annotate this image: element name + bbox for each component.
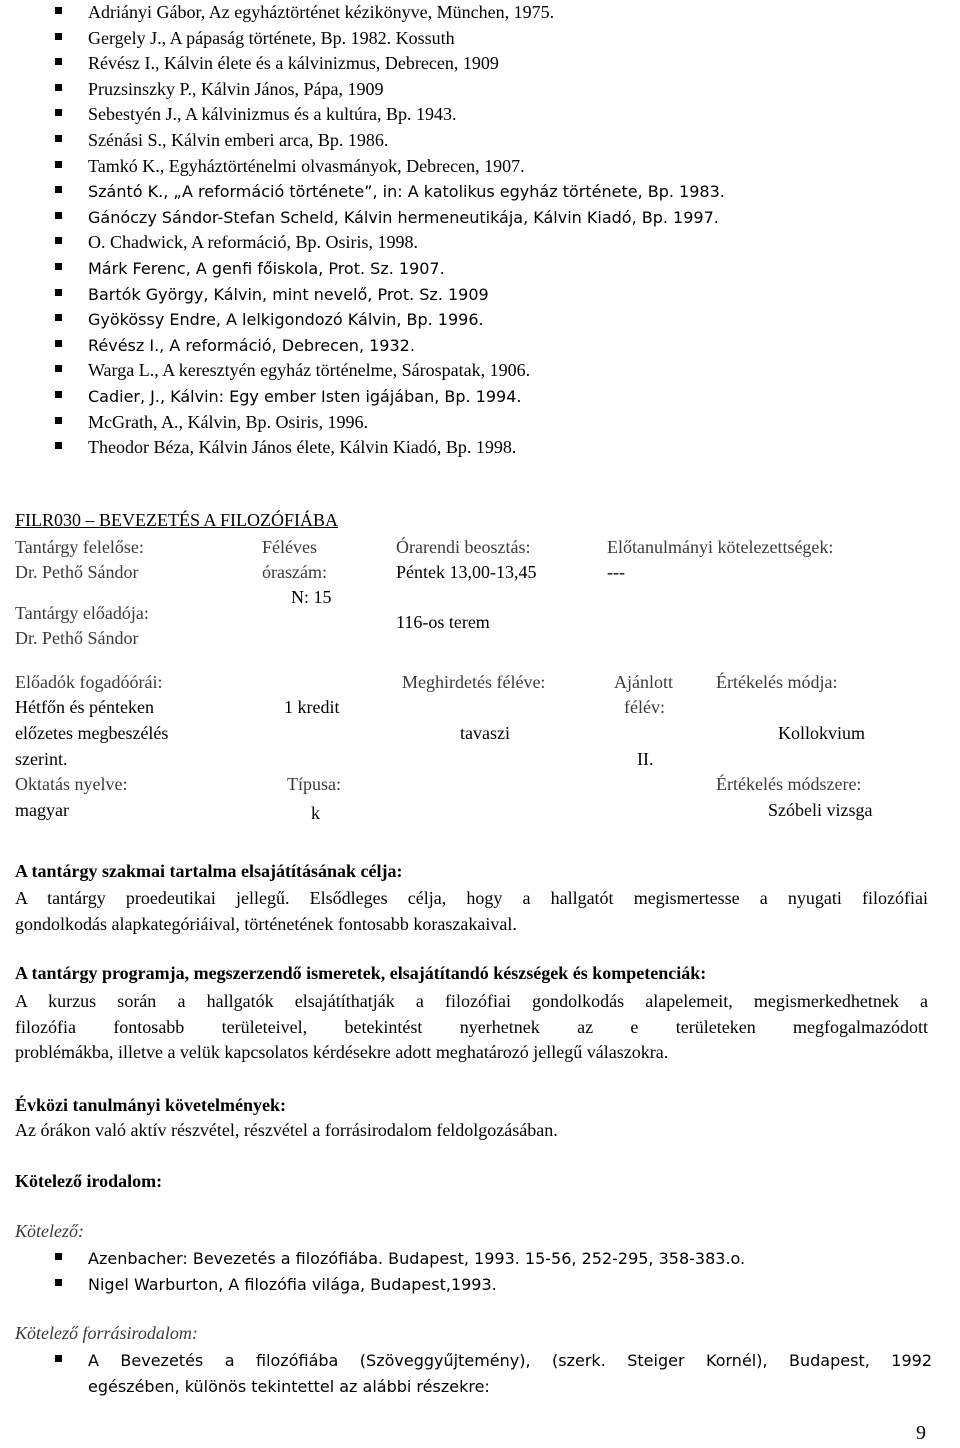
terem-value: 116-os terem	[396, 612, 490, 632]
fogado-label: Előadók fogadóórái:	[15, 672, 163, 692]
cel-line: gondolkodás alapkategóriáival, történetének fontosabb koraszakaival.	[15, 913, 517, 934]
program-heading: A tantárgy programja, megszerzendő ismeretek, elsajátítandó készségek és kompetenciák:	[15, 963, 707, 983]
reference-item: Sebestyén J., A kálvinizmus és a kultúra, Bp. 1943.	[52, 102, 932, 128]
eloado-label: Tantárgy előadója:	[15, 603, 149, 623]
course-title: FILR030 – BEVEZETÉS A FILOZÓFIÁBA	[15, 510, 339, 530]
program-paragraph	[15, 989, 928, 1066]
reference-item: Tamkó K., Egyháztörténelmi olvasmányok, Debrecen, 1907.	[52, 154, 932, 180]
elotanulmany-label: Előtanulmányi kötelezettségek:	[607, 537, 834, 557]
forras-line: egészében, különös tekintettel az alábbi részekre:	[88, 1376, 490, 1396]
reference-item: Gergely J., A pápaság története, Bp. 1982. Kossuth	[52, 26, 932, 52]
forras-list	[52, 1348, 932, 1399]
nyelv-value: magyar	[15, 800, 69, 820]
kotelezo-label: Kötelező:	[15, 1221, 84, 1241]
reference-item: Márk Ferenc, A genfi főiskola, Prot. Sz. 1907.	[52, 256, 932, 282]
meghirdetes-label: Meghirdetés féléve:	[402, 672, 546, 692]
ajanlott-value: II.	[637, 749, 654, 769]
program-line: A kurzus során a hallgatók elsajátíthatják a filozófiai gondolkodás alapelemeit, megismerkedhetnek a	[15, 991, 928, 1011]
kotelezo-item: Nigel Warburton, A filozófia világa, Budapest,1993.	[52, 1272, 932, 1298]
program-line: filozófia fontosabb területeivel, betekintést nyerhetnek az e területeken megfogalmazódott	[15, 1016, 928, 1037]
reference-item: Szántó K., „A reformáció története”, in: A katolikus egyház története, Bp. 1983.	[52, 179, 932, 205]
forras-line: A Bevezetés a filozófiába (Szöveggyűjtemény), (szerk. Steiger Kornél), Budapest, 1992	[88, 1351, 932, 1370]
reference-item: Pruzsinszky P., Kálvin János, Pápa, 1909	[52, 77, 932, 103]
reference-item: Gánóczy Sándor-Stefan Scheld, Kálvin hermeneutikája, Kálvin Kiadó, Bp. 1997.	[52, 205, 932, 231]
nyelv-label: Oktatás nyelve:	[15, 774, 128, 794]
ertekeles-modszere-label: Értékelés módszere:	[716, 774, 862, 794]
reference-item: Warga L., A keresztyén egyház történelme, Sárospatak, 1906.	[52, 358, 932, 384]
ertekeles-modszere-value: Szóbeli vizsga	[768, 800, 873, 820]
fogado-line: szerint.	[15, 749, 68, 769]
orarendi-value: Péntek 13,00-13,45	[396, 562, 537, 582]
irodalom-heading: Kötelező irodalom:	[15, 1171, 163, 1191]
reference-item: O. Chadwick, A reformáció, Bp. Osiris, 1998.	[52, 230, 932, 256]
cel-heading: A tantárgy szakmai tartalma elsajátításának célja:	[15, 861, 403, 881]
reference-item: Adriányi Gábor, Az egyháztörténet kézikönyve, München, 1975.	[52, 0, 932, 26]
felelos-label: Tantárgy felelőse:	[15, 537, 144, 557]
cel-line: A tantárgy proedeutikai jellegű. Elsődleges célja, hogy a hallgatót megismertesse a nyugati filozófiai	[15, 888, 928, 908]
evkozi-heading: Évközi tanulmányi követelmények:	[15, 1095, 287, 1115]
kotelezo-list	[52, 1246, 932, 1297]
orarendi-label: Órarendi beosztás:	[396, 537, 531, 557]
cel-paragraph	[15, 886, 928, 937]
reference-item: Szénási S., Kálvin emberi arca, Bp. 1986.	[52, 128, 932, 154]
fogado-line: Hétfőn és pénteken	[15, 697, 154, 717]
meghirdetes-value: tavaszi	[460, 723, 510, 743]
oraszam-value: N: 15	[291, 587, 332, 607]
ajanlott-label: Ajánlott	[614, 672, 673, 692]
reference-item: Révész I., Kálvin élete és a kálvinizmus, Debrecen, 1909	[52, 51, 932, 77]
evkozi-text: Az órákon való aktív részvétel, részvétel a forrásirodalom feldolgozásában.	[15, 1120, 558, 1140]
ertekeles-modja-value: Kollokvium	[778, 723, 866, 743]
forras-label: Kötelező forrásirodalom:	[15, 1323, 198, 1343]
ertekeles-modja-label: Értékelés módja:	[716, 672, 838, 692]
reference-item: Bartók György, Kálvin, mint nevelő, Prot. Sz. 1909	[52, 282, 932, 308]
kotelezo-item: Azenbacher: Bevezetés a filozófiába. Budapest, 1993. 15-56, 252-295, 358-383.o.	[52, 1246, 932, 1272]
forras-item	[52, 1348, 932, 1399]
elotanulmany-value: ---	[607, 562, 625, 582]
reference-item: Cadier, J., Kálvin: Egy ember Isten igájában, Bp. 1994.	[52, 384, 932, 410]
reference-item: Theodor Béza, Kálvin János élete, Kálvin Kiadó, Bp. 1998.	[52, 435, 932, 461]
fogado-line: előzetes megbeszélés	[15, 723, 169, 743]
reference-item: Révész I., A reformáció, Debrecen, 1932.	[52, 333, 932, 359]
reference-item: McGrath, A., Kálvin, Bp. Osiris, 1996.	[52, 410, 932, 436]
reference-item: Gyökössy Endre, A lelkigondozó Kálvin, Bp. 1996.	[52, 307, 932, 333]
reference-list	[52, 0, 932, 461]
ajanlott-felev-label: félév:	[624, 697, 665, 717]
tipus-value: k	[311, 803, 320, 823]
tipus-label: Típusa:	[287, 774, 341, 794]
oraszam-label: óraszám:	[262, 562, 327, 582]
page-number: 9	[916, 1422, 926, 1444]
kredit-value: 1 kredit	[284, 697, 340, 717]
feleves-label: Féléves	[262, 537, 317, 557]
eloado-value: Dr. Pethő Sándor	[15, 628, 139, 648]
felelos-value: Dr. Pethő Sándor	[15, 562, 139, 582]
program-line: problémákba, illetve a velük kapcsolatos kérdésekre adott meghatározó jellegű válaszokra.	[15, 1042, 669, 1062]
